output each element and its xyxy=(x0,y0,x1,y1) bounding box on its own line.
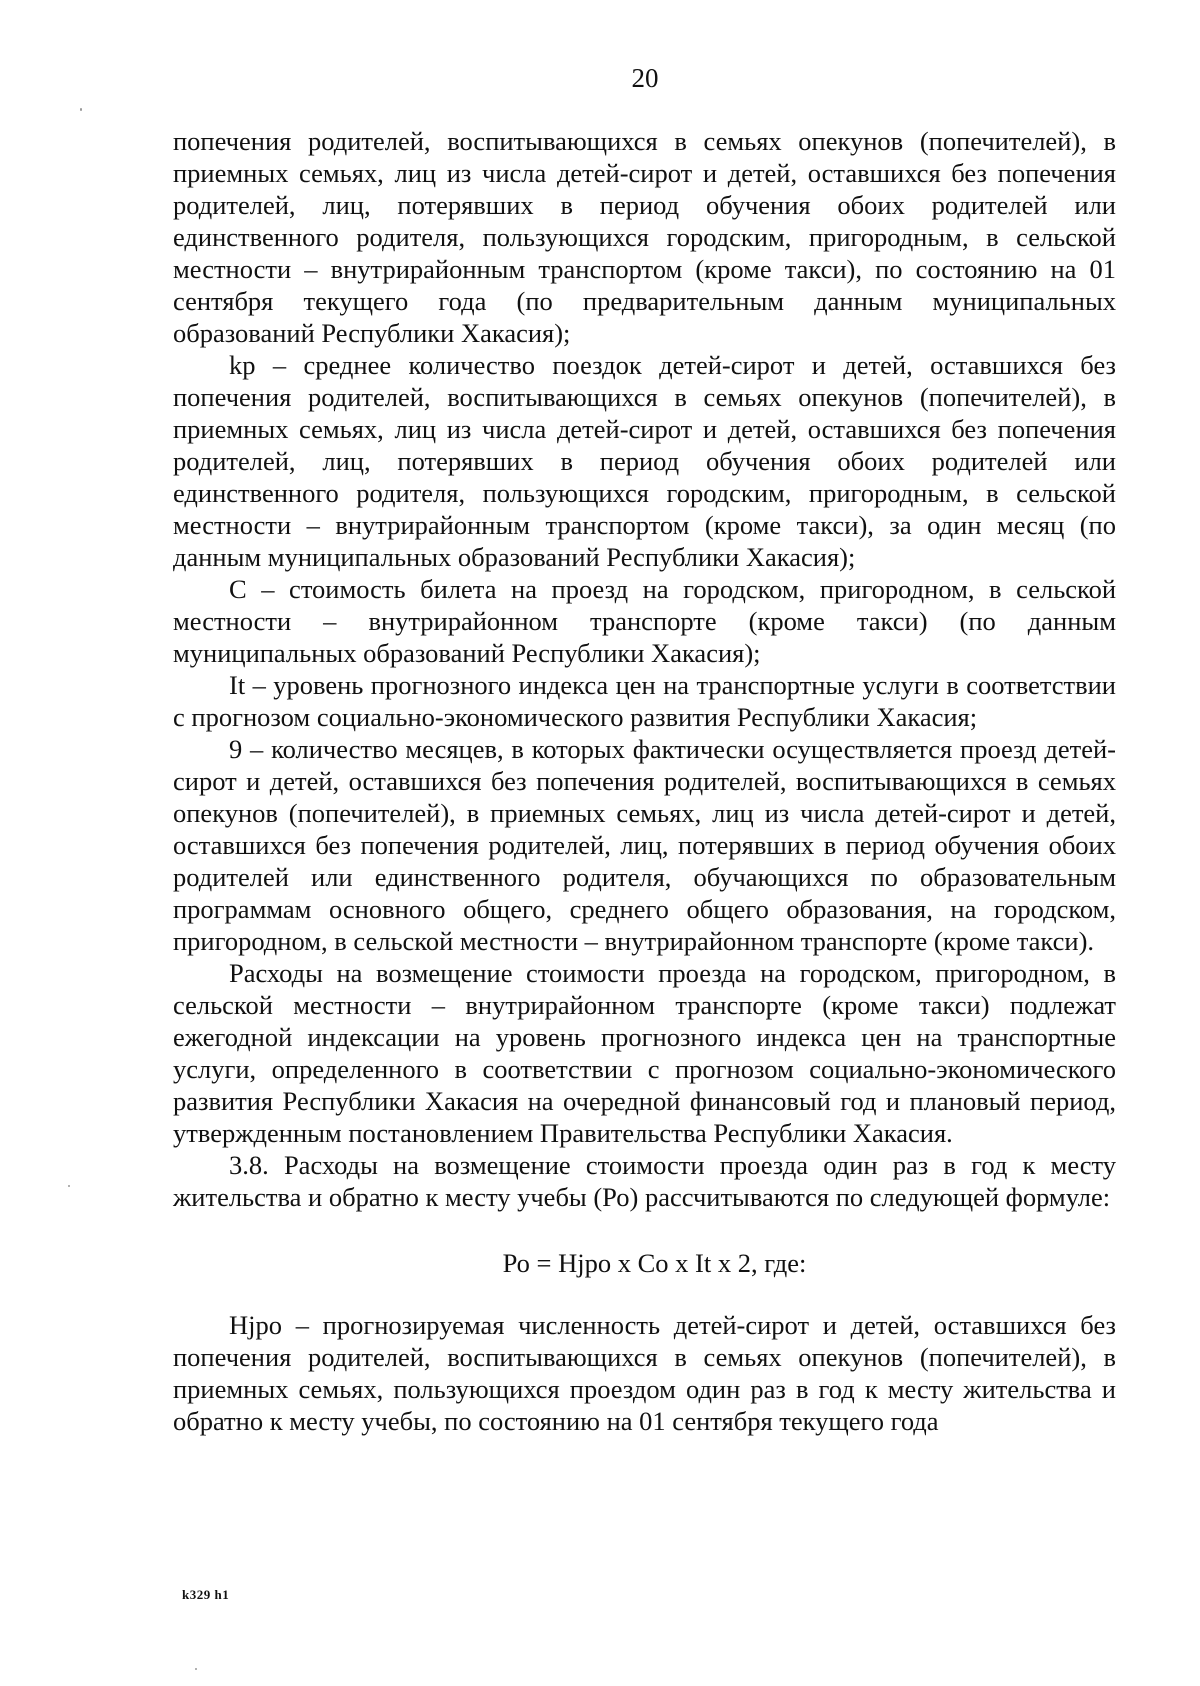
paragraph-hjpo-definition: Hjpo – прогнозируемая численность детей-сирот и детей, оставшихся без попечения родителей, воспитывающихся в семьях опекунов (попечителей), в приемных семьях, пользующихся проездом один раз в год к месту жительства и обратно к месту учебы, по состоянию на 01 сентября текущего года xyxy=(173,1310,1116,1436)
paragraph-kp-definition: kp – среднее количество поездок детей-сирот и детей, оставшихся без попечения родителей, воспитывающихся в семьях опекунов (попечителей), в приемных семьях, лиц из числа детей-сирот и детей, оставшихся без попечения родителей, лиц, потерявших в период обучения обоих родителей или единственного родителя, пользующихся городским, пригородным, в сельской местности – внутрирайонным транспортом (кроме такси), за один месяц (по данным муниципальных образований Республики Хакасия); xyxy=(173,350,1116,572)
paragraph-continuation: попечения родителей, воспитывающихся в семьях опекунов (попечителей), в приемных семьях, лиц из числа детей-сирот и детей, оставшихся без попечения родителей, лиц, потерявших в период обучения обоих родителей или единственного родителя, пользующихся городским, пригородным, в сельской местности – внутрирайонным транспортом (кроме такси), по состоянию на 01 сентября текущего года (по предварительным данным муниципальных образований Республики Хакасия); xyxy=(173,126,1116,348)
paragraph-indexation: Расходы на возмещение стоимости проезда на городском, пригородном, в сельской местности – внутрирайонном транспорте (кроме такси) подлежат ежегодной индексации на уровень прогнозного индекса цен на транспортные услуги, определенного в соответствии с прогнозом социально-экономического развития Республики Хакасия на очередной финансовый год и плановый период, утвержденным постановлением Правительства Республики Хакасия. xyxy=(173,958,1116,1148)
paragraph-c-definition: С – стоимость билета на проезд на городском, пригородном, в сельской местности – внутрирайонном транспорте (кроме такси) (по данным муниципальных образований Республики Хакасия); xyxy=(173,574,1116,668)
scan-speck xyxy=(68,1185,70,1187)
paragraph-months-definition: 9 – количество месяцев, в которых фактически осуществляется проезд детей-сирот и детей, оставшихся без попечения родителей, воспитывающихся в семьях опекунов (попечителей), в приемных семьях, лиц из числа детей-сирот и детей, оставшихся без попечения родителей, лиц, потерявших в период обучения обоих родителей или единственного родителя, обучающихся по образовательным программам основного общего, среднего общего образования, на городском, пригородном, в сельской местности – внутрирайонном транспорте (кроме такси). xyxy=(173,734,1116,956)
page-number: 20 xyxy=(631,63,659,93)
footer-document-code: k329 h1 xyxy=(182,1587,230,1602)
document-body xyxy=(173,125,1116,1437)
paragraph-section-3-8: 3.8. Расходы на возмещение стоимости проезда один раз в год к месту жительства и обратно к месту учебы (Ро) рассчитываются по следующей формуле: xyxy=(173,1150,1116,1212)
scan-speck xyxy=(80,108,82,111)
paragraph-it-definition: It – уровень прогнозного индекса цен на транспортные услуги в соответствии с прогнозом социально-экономического развития Республики Хакасия; xyxy=(173,670,1116,732)
scan-speck xyxy=(195,1668,197,1670)
formula: Ро = Hjpo х Со х It х 2, где: xyxy=(502,1248,807,1278)
